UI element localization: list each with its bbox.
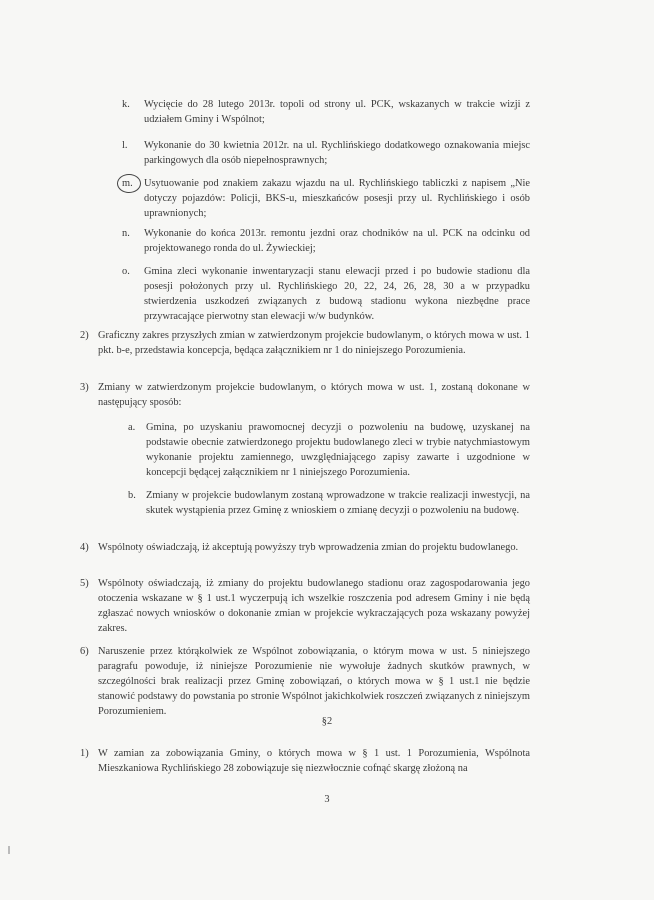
subitem-marker: b. — [128, 490, 136, 501]
list-item-k — [122, 97, 530, 127]
point-marker: 5) — [80, 578, 89, 589]
point-5 — [80, 576, 530, 636]
subitem-b — [128, 488, 530, 518]
point-2 — [80, 328, 530, 358]
point-text: Zmiany w zatwierdzonym projekcie budowlanym, o których mowa w ust. 1, zostaną dokonane w następujący sposób: — [98, 382, 530, 408]
point-text: W zamian za zobowiązania Gminy, o których mowa w § 1 ust. 1 Porozumienia, Wspólnota Mieszkaniowa Rychlińskiego 28 zobowiązuje się niezwłocznie cofnąć skargę złożoną na — [98, 748, 530, 774]
list-item-l — [122, 138, 530, 168]
item-marker: l. — [122, 140, 128, 151]
point-4 — [80, 540, 530, 555]
subitem-marker: a. — [128, 422, 136, 433]
point-marker: 3) — [80, 382, 89, 393]
list-item-m — [122, 176, 530, 221]
point-text: Naruszenie przez którąkolwiek ze Wspólnot zobowiązania, o którym mowa w ust. 5 niniejszego paragrafu powoduje, iż niniejsze Porozumienie nie wywołuje żadnych skutków prawnych, w szczególności brak realizacji przez Gminę zobowiązań, o których mowa w § 1 ust.1 nie będzie stanowić podstawy do powstania po stronie Wspólnot jakichkolwiek roszczeń związanych z niniejszym Porozumieniem. — [98, 646, 530, 717]
final-point-1 — [80, 746, 530, 776]
page-number: 3 — [324, 794, 330, 805]
item-marker: k. — [122, 99, 130, 110]
point-marker: 4) — [80, 542, 89, 553]
scan-artifact — [8, 846, 10, 854]
item-text: Wykonanie do 30 kwietnia 2012r. na ul. Rychlińskiego dodatkowego oznakowania miejsc parkingowych dla osób niepełnosprawnych; — [144, 140, 530, 166]
point-text: Wspólnoty oświadczają, iż akceptują powyższy tryb wprowadzenia zmian do projektu budowlanego. — [98, 542, 519, 553]
section-heading: §2 — [321, 716, 333, 727]
item-marker: m. — [122, 178, 133, 189]
item-marker: n. — [122, 228, 130, 239]
point-6 — [80, 644, 530, 719]
point-marker: 6) — [80, 646, 89, 657]
subitem-text: Gmina, po uzyskaniu prawomocnej decyzji o pozwoleniu na budowę, uzyskanej na podstawie obecnie zatwierdzonego projektu budowlanego zleci w trybie natychmiastowym wykonanie projektu zamiennego, uwzględniającego zapisy zawarte i uzgodnione w koncepcji będącej załącznikiem nr 1 niniejszego Porozumienia. — [146, 422, 530, 478]
item-text: Wykonanie do końca 2013r. remontu jezdni oraz chodników na ul. PCK na odcinku od projektowanego ronda do ul. Żywieckiej; — [144, 228, 530, 254]
list-item-o — [122, 264, 530, 324]
item-text: Usytuowanie pod znakiem zakazu wjazdu na ul. Rychlińskiego tabliczki z napisem „Nie dotyczy pojazdów: Policji, BKS-u, mieszkańców posesji przy ul. Rychlińskiego i osób uprawnionych; — [144, 178, 530, 219]
point-3 — [80, 380, 530, 410]
subitem-a — [128, 420, 530, 480]
item-text: Gmina zleci wykonanie inwentaryzacji stanu elewacji przed i po budowie stadionu dla posesji położonych przy ul. Rychlińskiego 20, 22, 24, 26, 28, 30 a w przypadku stwierdzenia uszkodzeń związanych z budową stadionu wykona niezbędne prace przywracające pierwotny stan elewacji w/w budynków. — [144, 266, 530, 322]
item-text: Wycięcie do 28 lutego 2013r. topoli od strony ul. PCK, wskazanych w trakcie wizji z udziałem Gminy i Wspólnot; — [144, 99, 530, 125]
item-marker: o. — [122, 266, 130, 277]
point-text: Graficzny zakres przyszłych zmian w zatwierdzonym projekcie budowlanym, o których mowa w ust. 1 pkt. b-e, przedstawia koncepcja, będąca załącznikiem nr 1 do niniejszego Porozumienia. — [98, 330, 530, 356]
point-marker: 1) — [80, 748, 89, 759]
point-marker: 2) — [80, 330, 89, 341]
list-item-n — [122, 226, 530, 256]
point-text: Wspólnoty oświadczają, iż zmiany do projektu budowlanego stadionu oraz zagospodarowania jego otoczenia wskazane w § 1 ust.1 wyczerpują ich wszelkie roszczenia pod adresem Gminy i nie będą zgłaszać nowych wniosków o dokonanie zmian w projekcie wykraczających poza wskazany powyżej zakres. — [98, 578, 530, 634]
subitem-text: Zmiany w projekcie budowlanym zostaną wprowadzone w trakcie realizacji inwestycji, na skutek wystąpienia przez Gminę z wnioskiem o zmianę decyzji o pozwoleniu na budowę. — [146, 490, 530, 516]
